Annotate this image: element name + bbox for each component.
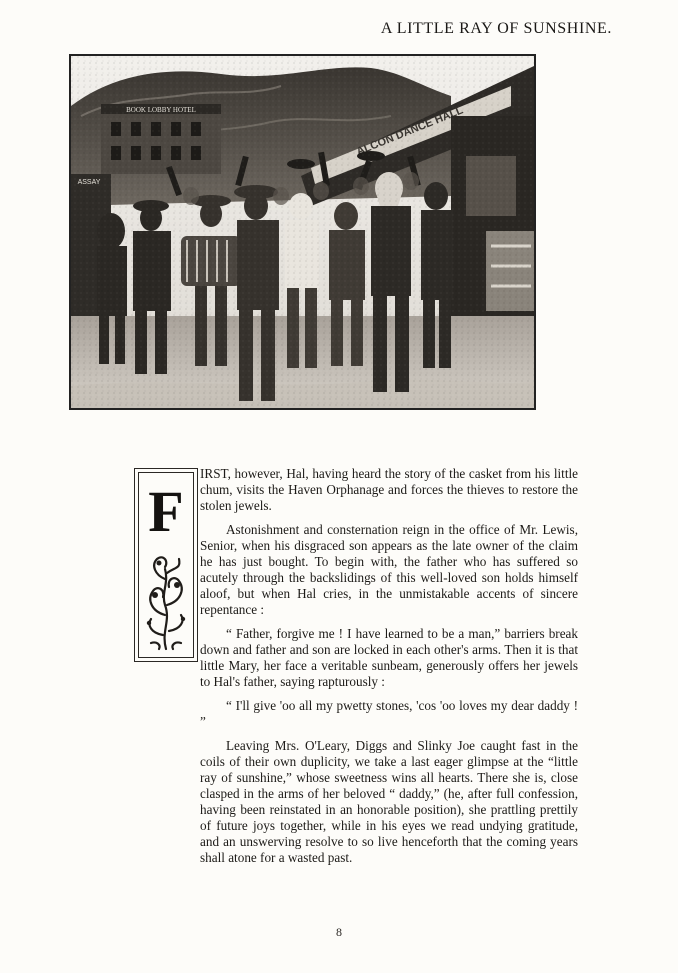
paragraph: Astonishment and consternation reign in the office of Mr. Lewis, Senior, when his disgraced son appears as the late owner of the claim he has just bought. To begin with, the father who has suffered so acutely through the backslidings of this well-loved son holds himself aloof, but when Hal cries, in the unmistakable accents of sincere repentance : bbox=[200, 522, 578, 617]
paragraph: “ I'll give 'oo all my pwetty stones, 'cos 'oo loves my dear daddy ! ” bbox=[200, 698, 578, 729]
running-title: A LITTLE RAY OF SUNSHINE. bbox=[380, 20, 612, 37]
paragraph: “ Father, forgive me ! I have learned to be a man,” barriers break down and father and son are locked in each other's arms. Then it is that little Mary, her face a veritable sunbeam, generously offers her jewels to Hal's father, saying rapturously : bbox=[200, 626, 578, 689]
paragraph: Leaving Mrs. O'Leary, Diggs and Slinky Joe caught fast in the coils of their own duplicity, we take a last eager glimpse at the “little ray of sunshine,” whose sweetness wins all hearts. There she is, close clasped in the arms of her beloved “ daddy,” (he, after full confession, having been reinstated in an honorable position), she prattling prettily of future joys together, while in his eyes we read undying gratitude, and an unswerving resolve to so live henceforth that the coming years shall atone for a wasted past. bbox=[200, 738, 578, 865]
paragraph: IRST, however, Hal, having heard the story of the casket from his little chum, visits the Haven Orphanage and forces the thieves to restore the stolen jewels. bbox=[200, 466, 578, 513]
story-text bbox=[200, 466, 578, 874]
film-still-photograph bbox=[69, 54, 536, 410]
drop-cap-letter: F bbox=[148, 479, 184, 544]
floral-ornament-icon bbox=[143, 551, 189, 651]
drop-cap-panel bbox=[134, 468, 198, 662]
page-number: 8 bbox=[336, 925, 342, 939]
